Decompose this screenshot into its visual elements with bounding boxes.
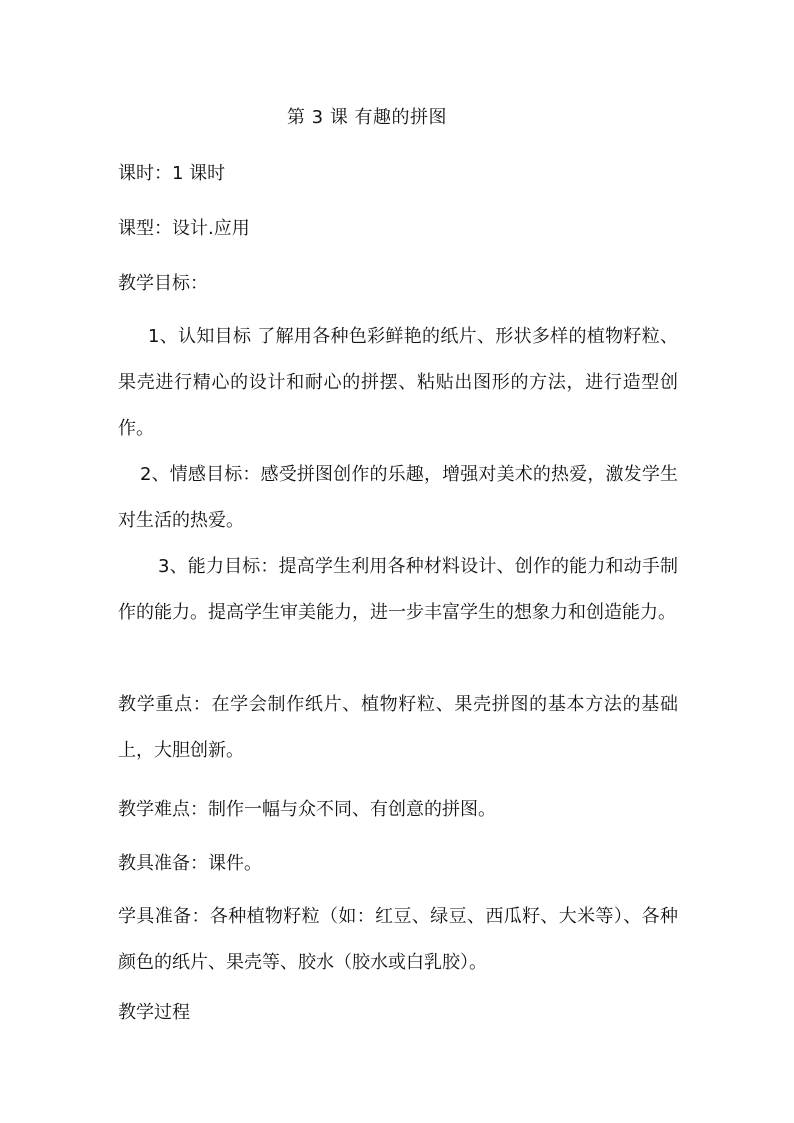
difficult-points: 教学难点：制作一幅与众不同、有创意的拼图。	[118, 799, 496, 820]
key-points: 教学重点：在学会制作纸片、植物籽粒、果壳拼图的基本方法的基础上，大胆创新。	[118, 694, 678, 761]
lesson-title: 第 3 课 有趣的拼图	[286, 107, 448, 128]
objectives-heading: 教学目标：	[118, 273, 208, 294]
objective-emotional: 2、情感目标：感受拼图创作的乐趣，增强对美术的热爱，激发学生对生活的热爱。	[118, 464, 678, 531]
student-materials: 学具准备：各种植物籽粒（如：红豆、绿豆、西瓜籽、大米等）、各种颜色的纸片、果壳等、胶水（胶水或白乳胶）。	[118, 906, 678, 973]
process-heading: 教学过程	[118, 1002, 190, 1023]
lesson-type: 课型：设计.应用	[118, 218, 250, 239]
teacher-materials: 教具准备：课件。	[118, 853, 262, 874]
objective-ability: 3、能力目标：提高学生利用各种材料设计、创作的能力和动手制作的能力。提高学生审美能力，进一步丰富学生的想象力和创造能力。	[118, 556, 678, 623]
lesson-hours: 课时：1 课时	[118, 163, 226, 184]
objective-cognitive: 1、认知目标 了解用各种色彩鲜艳的纸片、形状多样的植物籽粒、果壳进行精心的设计和耐心的拼摆、粘贴出图形的方法，进行造型创作。	[118, 326, 678, 439]
